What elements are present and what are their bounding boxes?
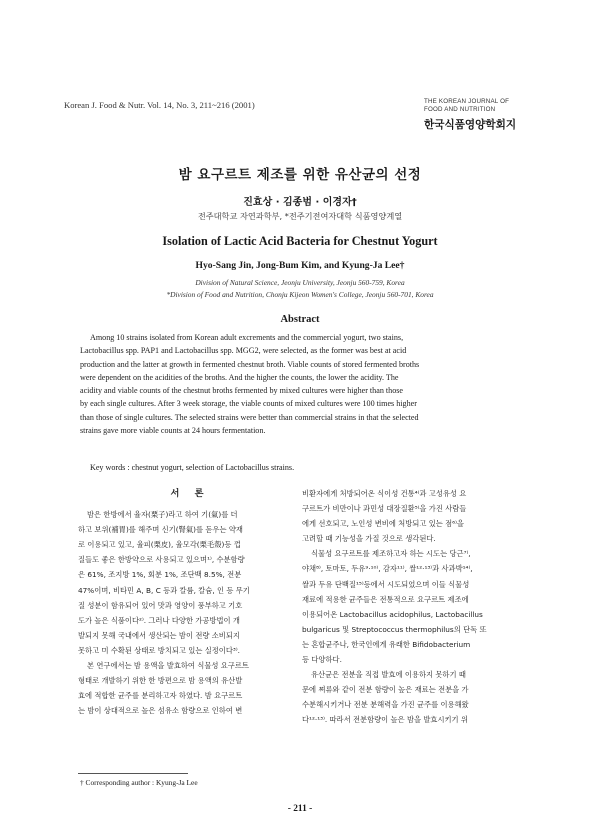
body-column-left [78, 486, 302, 718]
body-line: 이용되어온 Lactobacillus acidophilus, Lactobacillus [302, 609, 483, 619]
body-line: 로 이용되고 있고, 율피(栗皮), 율모각(栗毛殼)등 껍 [78, 540, 241, 550]
abstract-line: than those of single cultures. The selected strains were better than commercial strains in that the selected [80, 412, 419, 422]
body-line: 형태로 개발하기 위한 한 방편으로 밤 용액의 유산발 [78, 676, 243, 686]
corresponding-author-footnote: † Corresponding author : Kyung-Ja Lee [80, 778, 198, 787]
abstract-line: were dependent on the acidities of the broths. And the higher the counts, the lower the acidity. The [80, 372, 399, 382]
abstract-line: by each single cultures. After 3 week storage, the viable counts of mixed cultures were 100 times higher [80, 399, 417, 409]
abstract-line: Among 10 strains isolated from Korean adult excrements and the commercial yogurt, two stains, [90, 333, 404, 342]
footnote-divider [78, 773, 188, 774]
section-heading-introduction: 서 론 [170, 488, 210, 499]
body-line: 야채⁸⁾, 토마토, 두유⁹·¹⁰⁾, 감자¹¹⁾, 쌀¹²·¹³⁾과 사과박¹⁴⁾, [302, 564, 473, 574]
authors-english: Hyo-Sang Jin, Jong-Bum Kim, and Kyung-Ja Lee† [195, 260, 405, 271]
body-column-right [302, 486, 530, 728]
body-line: 본 연구에서는 밤 용액을 발효하여 식물성 요구르트 [87, 661, 249, 671]
body-line: 식물성 요구르트를 제조하고자 하는 시도는 당근⁷⁾, [311, 549, 471, 559]
body-line: 다¹²·¹³⁾. 따라서 전분함량이 높은 밤을 발효시키기 위 [302, 715, 468, 725]
body-line: 는 밤이 상대적으로 높은 섬유소 함량으로 인하여 변 [78, 706, 243, 716]
affiliation-english-1: Division of Natural Science, Jeonju University, Jeonju 560-759, Korea [195, 278, 405, 287]
body-line: 등 다양하다. [302, 655, 342, 665]
abstract-line: Lactobacillus spp. PAP1 and Lactobacillus spp. MGG2, were selected, as the former was best at acid [80, 346, 407, 356]
journal-citation: Korean J. Food & Nutr. Vol. 14, No. 3, 211~216 (2001) [64, 100, 255, 110]
body-line: 문에 쪄류와 같이 전분 함량이 높은 재료는 전분을 가 [302, 685, 469, 695]
body-line: 에게 선호되고, 노인성 변비에 처방되고 있는 점⁶⁾을 [302, 519, 464, 529]
body-line: 쌀과 두유 단백질¹⁵⁾등에서 시도되었으며 이들 식물성 [302, 579, 470, 589]
abstract-line: acidity and viable counts of the chestnut broths fermented by mixed cultures were higher than those [80, 386, 403, 396]
affiliation-korean: 전주대학교 자연과학부, *전주기전여자대학 식품영양계열 [197, 211, 403, 221]
body-line: bulgaricus 및 Streptococcus thermophilus의 단독 또 [302, 624, 487, 634]
body-line: 는 혼합균주나, 한국인에게 유래한 Bifidobacterium [302, 639, 471, 649]
authors-korean: 진효상 · 김종범 · 이경자† [243, 197, 357, 208]
body-line: 은 61%, 조지방 1%, 회분 1%, 조단백 8.5%, 전분 [78, 570, 242, 580]
body-line: 효에 적합한 균주를 분리하고자 하였다. 밤 요구르트 [78, 691, 243, 701]
body-line: 47%이며, 비타민 A, B, C 등과 칼륨, 칼슘, 인 등 무기 [78, 585, 250, 595]
page-number: - 211 - [287, 804, 313, 814]
journal-name-kr: 한국식품영양학회지 [424, 119, 517, 131]
body-line: 질들도 좋은 한방약으로 사용되고 있으며¹⁾, 수분함량 [78, 555, 245, 565]
abstract-line: production and the latter at growth in fermented chestnut broth. Viable counts of stored fermented broths [80, 359, 420, 369]
body-line: 고려할 때 기능성을 가질 것으로 생각된다. [302, 534, 436, 544]
abstract-heading: Abstract [280, 314, 320, 325]
body-line: 질 성분이 함유되어 있어 맛과 영양이 풍부하고 기호 [78, 600, 243, 610]
body-line: 유산균은 전분을 직접 발효에 이용하지 못하기 때 [311, 670, 466, 680]
body-line: 구르트가 비만이나 과민성 대장질환⁵⁾을 가진 사람들 [302, 504, 467, 514]
affiliation-english-2: *Division of Food and Nutrition, Chonju Kijeon Women's College, Jeonju 560-701, Korea [166, 290, 434, 299]
abstract-body [80, 331, 524, 437]
journal-name-en-line1: THE KOREAN JOURNAL OF [424, 98, 510, 105]
abstract-line: strains gave more viable counts at 24 hours fermentation. [80, 426, 266, 436]
body-line: 도가 높은 식품이다²⁾. 그러나 다양한 가공방법이 개 [78, 615, 240, 625]
body-line: 수분해시키거나 전분 분해력을 가진 균주를 이용해왔 [302, 700, 469, 710]
keywords: Key words : chestnut yogurt, selection of Lactobacillus strains. [90, 463, 295, 472]
body-line: 하고 보위(補胃)를 해주며 신기(腎氣)를 돋우는 약재 [78, 525, 243, 535]
body-line: 밤은 한방에서 율자(栗子)라고 하여 기(氣)를 더 [87, 510, 238, 520]
title-korean: 밤 요구르트 제조를 위한 유산균의 선정 [178, 167, 422, 183]
title-english: Isolation of Lactic Acid Bacteria for Chestnut Yogurt [162, 234, 438, 248]
journal-masthead [424, 98, 540, 132]
body-line: 못하고 미 수확된 상태로 방치되고 있는 실정이다³⁾. [78, 645, 240, 655]
body-line: 발되지 못해 국내에서 생산되는 밤이 전량 소비되지 [78, 630, 240, 640]
body-line: 재료에 적용한 균주들은 전통적으로 요구르트 제조에 [302, 594, 469, 604]
journal-name-en-line2: FOOD AND NUTRITION [424, 106, 496, 113]
body-line: 비환자에게 처방되어온 식이성 건통⁴⁾과 고성유성 요 [302, 489, 467, 498]
